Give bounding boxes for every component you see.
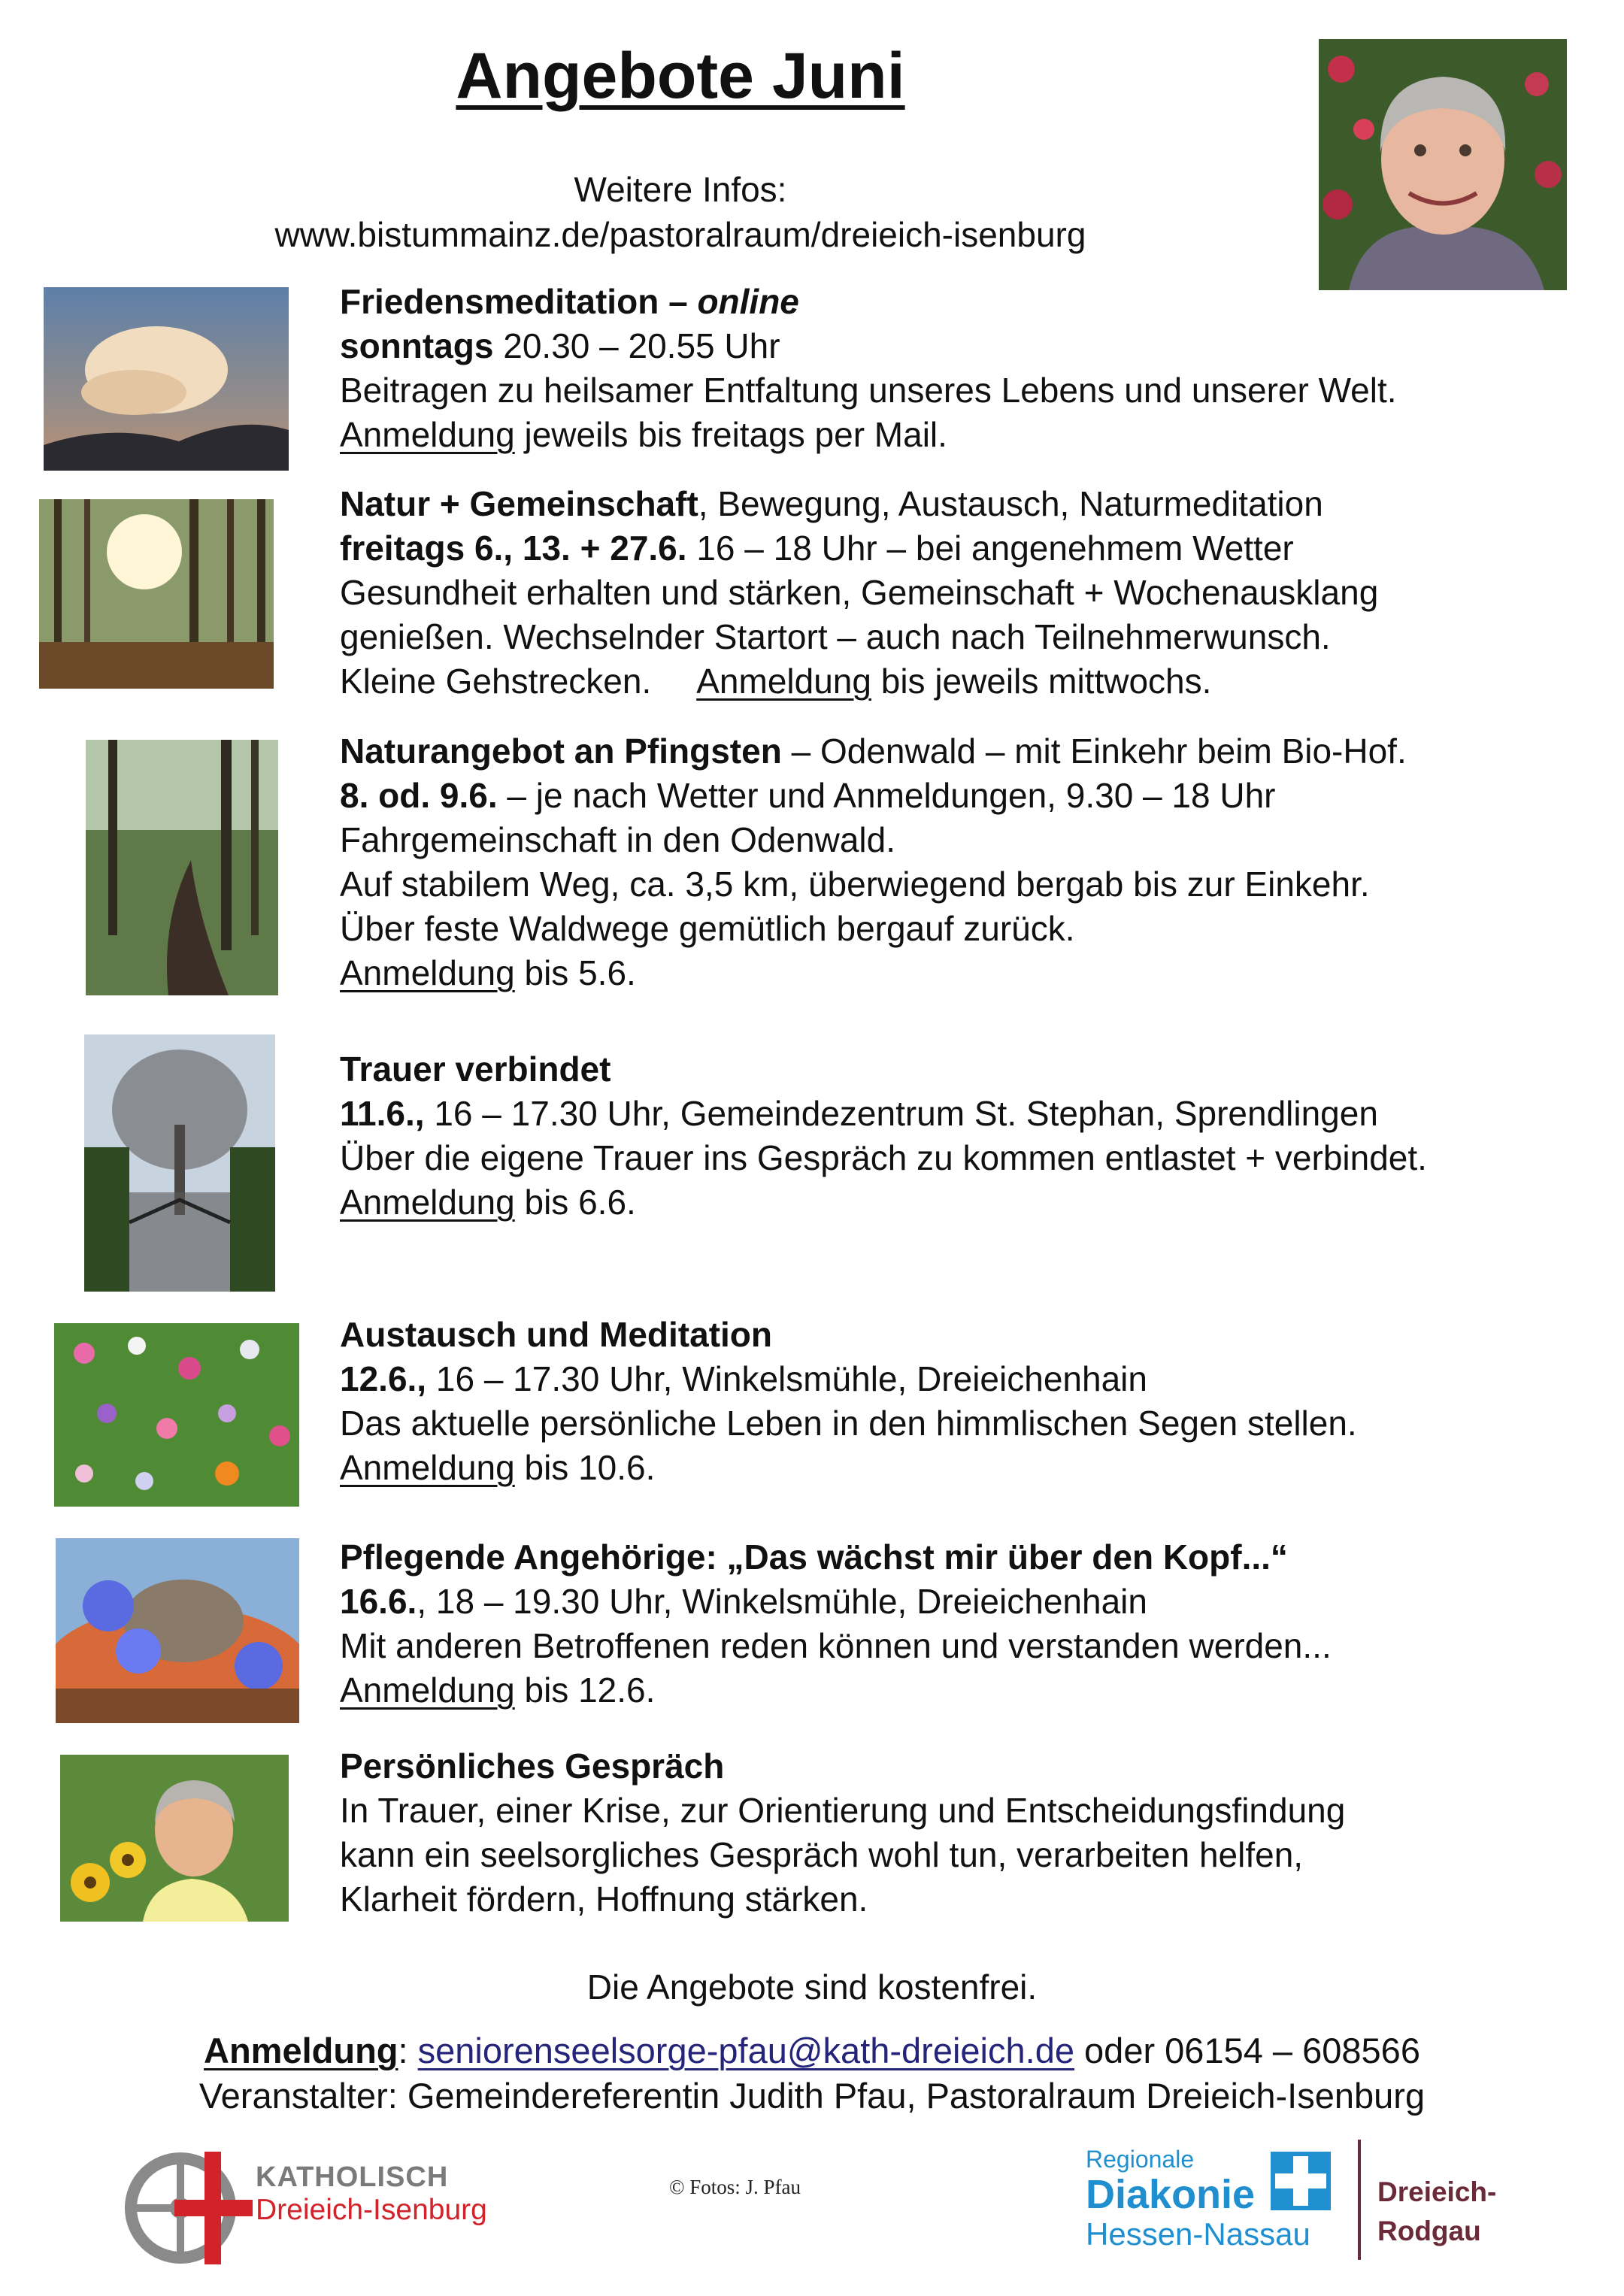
free-note: Die Angebote sind kostenfrei. [586,1967,1038,2007]
katholisch-wheel-cross-logo [120,2144,253,2272]
event-friedensmeditation [340,280,1588,457]
katholisch-wordmark [256,2161,487,2227]
event-title: Naturangebot an Pfingsten [340,732,782,771]
phone-text: oder 06154 – 608566 [1074,2031,1420,2070]
event-description: Klarheit fördern, Hoffnung stärken. [340,1880,868,1919]
more-info-label: Weitere Infos: [574,170,787,209]
event-naturangebot-pfingsten [340,729,1588,995]
anmeldung-link[interactable]: Anmeldung [340,1183,515,1222]
page-title: Angebote Juni [456,40,905,112]
anmeldung-deadline: jeweils bis freitags per Mail. [514,415,947,454]
event-persoenliches-gespraech [340,1744,1588,1922]
anmeldung-deadline: bis 5.6. [514,953,636,992]
event-description: Mit anderen Betroffenen reden können und verstanden werden... [340,1626,1332,1665]
event-description: Über feste Waldwege gemütlich bergauf zurück. [340,909,1075,948]
dreieich-rodgau-wordmark [1377,2173,1496,2251]
diakonie-line3: Hessen-Nassau [1086,2216,1310,2252]
email-link[interactable]: seniorenseelsorge-pfau@kath-dreieich.de [417,2031,1074,2070]
event-title: Austausch und Meditation [340,1315,772,1354]
rodgau-line2: Rodgau [1377,2216,1481,2246]
katholisch-line2: Dreieich-Isenburg [256,2194,487,2226]
event-title: Natur + Gemeinschaft [340,484,698,523]
logo-divider [1358,2140,1361,2260]
event-date: 16.6. [340,1582,417,1621]
organizer-text: Veranstalter: Gemeindereferentin Judith Pfau, Pastoralraum Dreieich-Isenburg [198,2076,1426,2116]
colon: : [398,2031,408,2070]
event-time: 16 – 17.30 Uhr, Gemeindezentrum St. Stephan, Sprendlingen [424,1094,1378,1133]
event-austausch-meditation [340,1313,1588,1490]
woman-sunflowers-photo [60,1755,289,1922]
event-description: Beitragen zu heilsamer Entfaltung unseres Lebens und unserer Welt. [340,371,1397,410]
event-description: Auf stabilem Weg, ca. 3,5 km, überwiegend bergab bis zur Einkehr. [340,865,1370,904]
photo-credit: © Fotos: J. Pfau [669,2176,801,2198]
flower-meadow-photo [54,1323,299,1507]
event-natur-gemeinschaft [340,482,1588,704]
event-title: Pflegende Angehörige: „Das wächst mir über den Kopf...“ [340,1537,1288,1577]
event-subtitle: – Odenwald – mit Einkehr beim Bio-Hof. [781,732,1407,771]
event-trauer-verbindet [340,1047,1588,1225]
event-date: 11.6., [340,1094,425,1133]
event-title: Trauer verbindet [340,1050,611,1089]
event-title: Persönliches Gespräch [340,1746,725,1786]
forest-path-photo [86,740,278,995]
cloud-sky-photo [44,287,289,471]
anmeldung-link[interactable]: Anmeldung [340,415,515,454]
event-description: Gesundheit erhalten und stärken, Gemeinschaft + Wochenausklang [340,573,1379,612]
diakonie-line1: Regionale [1086,2146,1195,2173]
anmeldung-label: Anmeldung [204,2031,398,2070]
event-date: 12.6., [340,1359,427,1398]
event-time: 16 – 18 Uhr – bei angenehmem Wetter [686,529,1294,568]
diakonie-cross-icon [1271,2152,1331,2210]
more-info [0,167,1361,257]
pansy-stone-photo [56,1538,299,1723]
event-time: 16 – 17.30 Uhr, Winkelsmühle, Dreieichenhain [426,1359,1147,1398]
event-description: Fahrgemeinschaft in den Odenwald. [340,820,895,859]
tree-gate-photo [84,1034,275,1292]
anmeldung-link[interactable]: Anmeldung [340,1448,515,1487]
event-title: Friedensmeditation – [340,282,688,321]
event-date: sonntags [340,326,494,365]
diakonie-line2: Diakonie [1086,2172,1256,2217]
anmeldung-link[interactable]: Anmeldung [340,1671,515,1710]
event-title-online: online [697,282,799,321]
event-description: Über die eigene Trauer ins Gespräch zu kommen entlastet + verbindet. [340,1138,1427,1177]
forest-sun-photo [39,499,274,689]
event-description: In Trauer, einer Krise, zur Orientierung und Entscheidungsfindung [340,1791,1346,1830]
event-time: 20.30 – 20.55 Uhr [493,326,780,365]
anmeldung-link[interactable]: Anmeldung [340,953,515,992]
anmeldung-deadline: bis 12.6. [514,1671,656,1710]
portrait-photo [1319,39,1567,290]
anmeldung-deadline: bis jeweils mittwochs. [871,662,1212,701]
more-info-url[interactable]: www.bistummainz.de/pastoralraum/dreieich-isenburg [274,215,1086,254]
event-description: genießen. Wechselnder Startort – auch nach Teilnehmerwunsch. [340,617,1331,656]
event-date: 8. od. 9.6. [340,776,498,815]
rodgau-line1: Dreieich- [1377,2176,1497,2207]
anmeldung-link[interactable]: Anmeldung [696,662,871,701]
katholisch-line1: KATHOLISCH [256,2161,449,2193]
event-description: kann ein seelsorgliches Gespräch wohl tun, verarbeiten helfen, [340,1835,1304,1874]
event-description: Kleine Gehstrecken. [340,662,652,701]
anmeldung-deadline: bis 10.6. [514,1448,656,1487]
event-pflegende-angehoerige [340,1535,1588,1713]
event-date: freitags 6., 13. + 27.6. [340,529,687,568]
event-time: – je nach Wetter und Anmeldungen, 9.30 – 18 Uhr [497,776,1276,815]
event-description: Das aktuelle persönliche Leben in den himmlischen Segen stellen. [340,1404,1357,1443]
event-time: , 18 – 19.30 Uhr, Winkelsmühle, Dreieichenhain [417,1582,1147,1621]
anmeldung-deadline: bis 6.6. [514,1183,636,1222]
contact-block [0,2028,1624,2119]
event-subtitle: , Bewegung, Austausch, Naturmeditation [698,484,1323,523]
